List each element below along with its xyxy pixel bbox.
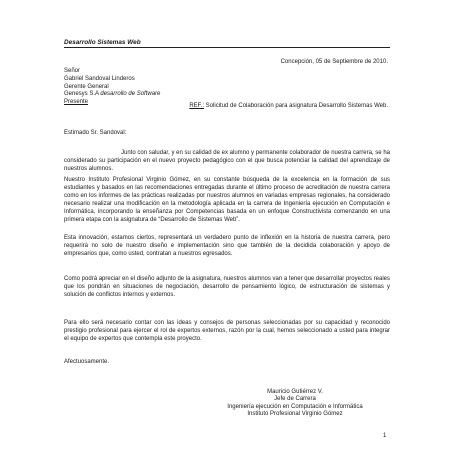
signature-block — [220, 389, 370, 419]
ref-text: Solicitud de Colaboración para asignatura Desarrollo Sistemas Web. — [204, 103, 388, 109]
signer-institution: Instituto Profesional Virginio Gómez — [247, 411, 343, 418]
recipient-company — [64, 91, 160, 99]
recipient-block — [64, 68, 160, 107]
letter-date: Concepción, 05 de Septiembre de 2010. — [280, 59, 388, 65]
body-paragraph: Junto con saludar, y en su calidad de ex alumno y permanente colaborador de nuestra carrera, se ha considerado su participación en el nuevo proyecto pedagógico con el que busca potenciar la calidad del aprendizaje de nuestros alumnos. — [64, 150, 390, 172]
signer-title: Jefe de Carrera — [274, 396, 316, 403]
recipient-position: Gerente General — [64, 83, 109, 90]
body-paragraph: Esta innovación, estamos ciertos, representará un verdadero punto de inflexión en la historia de nuestra carrera, pero requerirá no solo de nuestro diseño e implementación sino que también de la decidida colaboración y apoyo de empresarios que, como usted, contratan a nuestros egresados. — [64, 235, 390, 257]
recipient-line: Señor — [64, 68, 81, 74]
header-title: Desarrollo Sistemas Web — [64, 39, 141, 46]
header-rule — [64, 47, 390, 48]
body-paragraph: Nuestro Instituto Profesional Virginio Gómez, en su constante búsqueda de la excelencia en la formación de sus estudiantes y basados en las recomendaciones entregadas durante el último proceso de acreditación de nuestra carrera como en los informes de las prácticas realizadas por nuestros alumnos en variadas empresas regionales, ha considerado necesario realizar una modificación en la metodología aplicada en la carrera de Ingeniería ejecución en Computación e Informática, incorporando la enseñanza por Competencias basada en un enfoque Constructivista comenzando en una primera etapa con la asignatura de “Desarrollo de Sistemas Web”. — [64, 177, 390, 223]
company-name: Genesys S.A — [64, 91, 101, 98]
salutation: Estimado Sr. Sandoval: — [64, 130, 127, 136]
ref-label: REF.: — [189, 103, 205, 109]
body-paragraph: Como podrá apreciar en el diseño adjunto de la asignatura, nuestros alumnos van a tener que desarrollar proyectos reales que los pondrán en situaciones de negociación, desarrollo de pensamiento lógico, de estructuración de sistemas y solución de conflictos internos y externos. — [64, 276, 390, 298]
recipient-presente: Presente — [64, 99, 89, 106]
body-paragraph: Para ello será necesario contar con las ideas y consejos de personas seleccionadas por su capacidad y reconocido prestigio profesional para ejercer el rol de expertos externos, razón por la cual, hemos seleccionado a usted para integrar el equipo de expertos que contempla este proyecto. — [64, 320, 390, 342]
recipient-name: Gabriel Sandoval Linderos — [64, 75, 135, 82]
company-descriptor: desarrollo de Software — [100, 91, 161, 98]
signer-program: Ingeniería ejecución en Computación e Informática — [227, 403, 363, 410]
signer-name: Mauricio Gutiérrez V. — [267, 389, 323, 395]
reference-line — [189, 103, 388, 109]
closing: Afectuosamente. — [64, 359, 110, 365]
page-number: 1 — [383, 433, 387, 439]
